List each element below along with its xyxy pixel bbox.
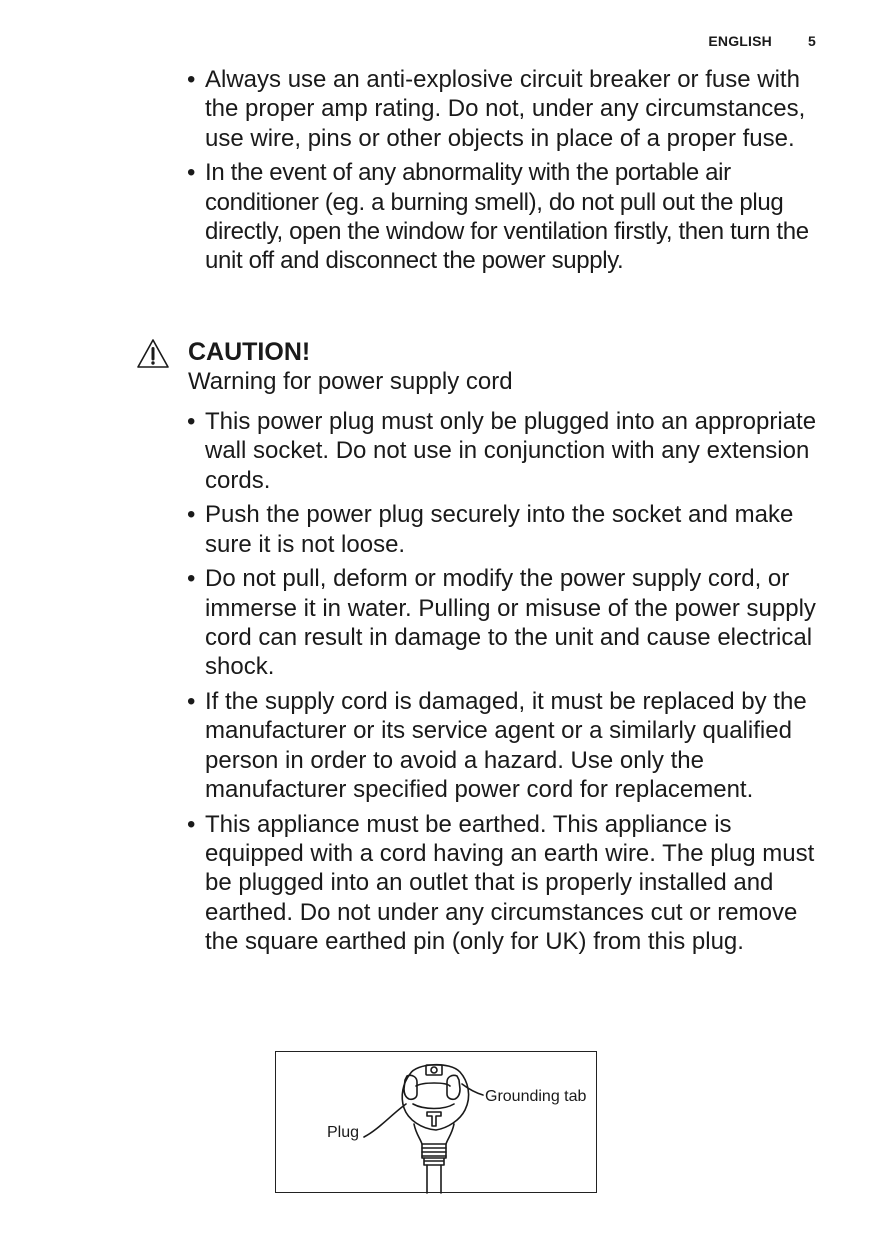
grounding-tab-label: Grounding tab	[485, 1088, 587, 1105]
bullet-item	[187, 500, 827, 559]
bullet-dot: •	[187, 501, 196, 529]
bullet-item	[187, 158, 827, 275]
bullet-dot: •	[187, 565, 196, 593]
bullet-item	[187, 687, 827, 804]
bullet-item	[187, 65, 827, 153]
bullet-text: If the supply cord is damaged, it must be replaced by the manufacturer or its service agent or a similarly qualified person in order to avoid a hazard. Use only the manufacturer specified power cord for replacement.	[205, 688, 807, 804]
bullet-text: In the event of any abnormality with the portable air conditioner (eg. a burning smell), do not pull out the plug directly, open the window for ventilation firstly, then turn the unit off and disconnect the power supply.	[205, 159, 809, 275]
bullet-item	[187, 810, 827, 956]
header-language: ENGLISH	[708, 33, 772, 49]
bullet-text: Do not pull, deform or modify the power supply cord, or immerse it in water. Pulling or misuse of the power supply cord can result in damage to the unit and cause electrical shock.	[205, 565, 816, 681]
bullet-text: This appliance must be earthed. This appliance is equipped with a cord having an earth wire. The plug must be plugged into an outlet that is properly installed and earthed. Do not under any circumstances cut or remove the square earthed pin (only for UK) from this plug.	[205, 810, 815, 956]
caution-subtitle: Warning for power supply cord	[188, 368, 513, 395]
bullet-dot: •	[187, 408, 196, 435]
page-number: 5	[808, 33, 816, 49]
bullet-item	[187, 564, 827, 681]
bullet-dot: •	[187, 688, 196, 716]
plug-label: Plug	[327, 1124, 360, 1141]
bullet-item	[187, 407, 827, 495]
plug-drawing	[276, 1052, 598, 1194]
bullet-text: Always use an anti-explosive circuit breaker or fuse with the proper amp rating. Do not, under any circumstances, use wire, pins or other objects in place of a proper fuse.	[205, 66, 806, 152]
bullet-dot: •	[187, 810, 196, 838]
warning-triangle-icon	[136, 338, 170, 370]
bullet-dot: •	[187, 66, 196, 93]
safety-bullets-bottom	[187, 407, 827, 962]
plug-figure	[275, 1051, 597, 1193]
bullet-text: Push the power plug securely into the socket and make sure it is not loose.	[205, 501, 794, 558]
bullet-dot: •	[187, 159, 196, 187]
page-header	[708, 33, 816, 49]
caution-title: CAUTION!	[188, 338, 311, 366]
safety-bullets-top	[187, 65, 827, 281]
bullet-text: This power plug must only be plugged into an appropriate wall socket. Do not use in conjunction with any extension cords.	[205, 408, 817, 494]
